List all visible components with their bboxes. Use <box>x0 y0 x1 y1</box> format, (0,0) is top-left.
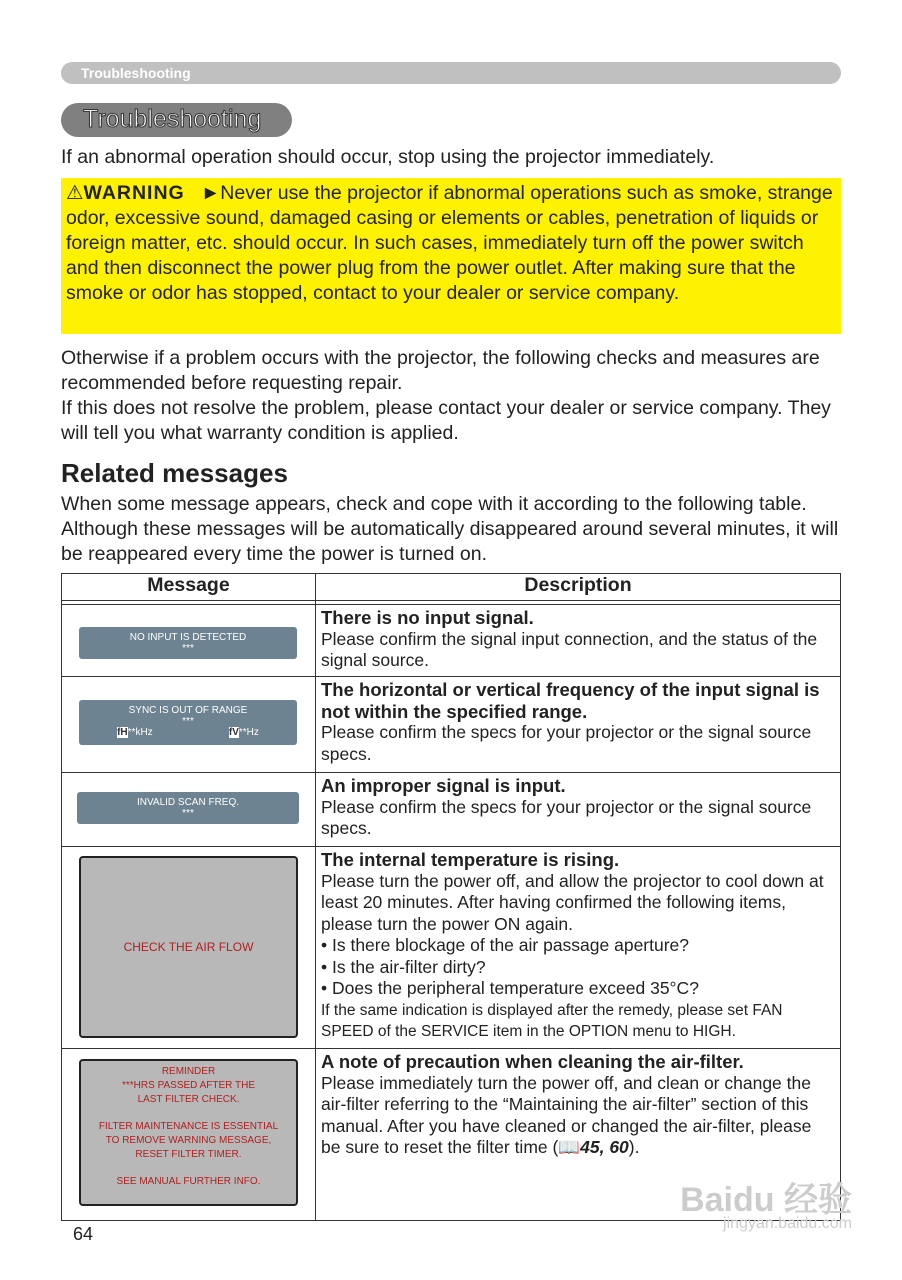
para2: If this does not resolve the problem, please contact your dealer or service company. They will tell you what warranty condition is applied. <box>61 397 831 444</box>
table-rows-4-osd-4: TO REMOVE WARNING MESSAGE, <box>105 1135 272 1146</box>
table-rows-4-body_end: ). <box>628 1137 640 1157</box>
messages-table <box>61 573 841 1221</box>
warning-box <box>61 178 841 334</box>
table-rows-4-osd-1: ***HRS PASSED AFTER THE <box>122 1080 255 1091</box>
para1: Otherwise if a problem occurs with the projector, the following checks and measures are recommended before requesting repair. <box>61 347 820 394</box>
table-rows-3-note: If the same indication is displayed after the remedy, please set FAN SPEED of the SERVICE item in the OPTION menu to HIGH. <box>321 1001 783 1040</box>
watermark-logo: Baidu 经验 <box>680 1181 852 1219</box>
col-description: Description <box>316 574 841 601</box>
table-rows-2-body: Please confirm the specs for your projector or the signal source specs. <box>321 796 812 838</box>
table-rows-1-osd-5: **Hz <box>238 727 259 738</box>
table-rows-1-body: Please confirm the specs for your projector or the signal source specs. <box>321 722 812 764</box>
table-rows-1-osd-2: fH <box>117 727 128 738</box>
osd-no-input <box>79 627 297 659</box>
page-title: Troubleshooting <box>83 105 262 133</box>
table-rows-3-bullets-1: • Is the air-filter dirty? <box>321 956 486 977</box>
table-rows-0-osd-1: *** <box>182 643 194 654</box>
table-rows-1-osd-0: SYNC IS OUT OF RANGE <box>128 705 248 716</box>
section-heading: Related messages <box>61 458 288 488</box>
table-rows-3-bullets-0: • Is there blockage of the air passage aperture? <box>321 935 690 955</box>
table-rows-2-osd-1: *** <box>182 808 194 819</box>
table-rows-4-osd-6: SEE MANUAL FURTHER INFO. <box>116 1176 261 1187</box>
table-rows-3-body: Please turn the power off, and allow the projector to cool down at least 20 minutes. After having confirmed the following items, please turn the power ON again. <box>321 870 824 934</box>
osd-invalid-scan <box>77 792 299 824</box>
table-rows-4-osd-0: REMINDER <box>161 1066 216 1077</box>
table-rows-2-osd-0: INVALID SCAN FREQ. <box>136 797 240 808</box>
warning-label: WARNING <box>83 182 185 204</box>
table-rows-0-body: Please confirm the signal input connection, and the status of the signal source. <box>321 628 818 670</box>
table-rows-1-osd-3: **kHz <box>127 727 153 738</box>
table-row <box>62 773 841 847</box>
table-rows-1-osd-4: fV <box>228 727 239 738</box>
table-rows-3-bullets-2: • Does the peripheral temperature exceed 35°C? <box>321 978 699 998</box>
table-rows-4-body: Please immediately turn the power off, and clean or change the air-filter referring to the “Maintaining the air-filter” section of this manual. After you have cleaned or changed the air-filter, please be sure to reset the filter time ( <box>321 1072 812 1157</box>
table-rows-4-osd-5: RESET FILTER TIMER. <box>135 1149 242 1160</box>
watermark-url: jingyan.baidu.com <box>723 1215 852 1232</box>
intro-text: If an abnormal operation should occur, stop using the projector immediately. <box>61 146 715 168</box>
table-rows-3-title: The internal temperature is rising. <box>321 849 620 870</box>
osd-sync-range <box>79 700 297 745</box>
col-message: Message <box>62 574 316 601</box>
warning-text: ►Never use the projector if abnormal operations such as smoke, strange odor, excessive sound, damaged casing or elements or cables, penetration of liquids or foreign matter, etc. should occur. In such cases, immediately turn off the power switch and then disconnect the power plug from the power outlet. After making sure that the smoke or odor has stopped, contact to your dealer or service company. <box>66 182 833 304</box>
table-rows-0-osd-0: NO INPUT IS DETECTED <box>129 632 247 643</box>
table-rows-0-title: There is no input signal. <box>321 607 534 628</box>
header-section: Troubleshooting <box>81 65 191 81</box>
table-row <box>62 847 841 1049</box>
table-row <box>62 605 841 677</box>
table-rows-1-title: The horizontal or vertical frequency of the input signal is not within the specified range. <box>321 679 820 722</box>
header-bar <box>61 62 841 84</box>
table-rows-4-osd-3: FILTER MAINTENANCE IS ESSENTIAL <box>98 1121 279 1132</box>
page-refs[interactable]: 45, 60 <box>580 1137 629 1157</box>
osd-air-flow <box>79 856 298 1038</box>
table-row <box>62 677 841 773</box>
related-text: When some message appears, check and cope with it according to the following table. Although these messages will be automatically disappeared around several minutes, it will be reappeared every time the power is turned on. <box>61 493 839 565</box>
table-rows-1-osd-1: *** <box>182 716 194 727</box>
table-rows-2-title: An improper signal is input. <box>321 775 566 796</box>
warning-triangle-icon: ⚠ <box>66 182 84 204</box>
table-rows-4-osd-2: LAST FILTER CHECK. <box>137 1094 240 1105</box>
page-number: 64 <box>73 1224 94 1244</box>
book-icon: 📖 <box>558 1137 581 1157</box>
osd-filter-reminder <box>79 1059 298 1206</box>
title-pill <box>61 103 292 137</box>
table-rows-4-title: A note of precaution when cleaning the air-filter. <box>321 1051 744 1072</box>
table-rows-3-osd-0: CHECK THE AIR FLOW <box>123 940 254 954</box>
